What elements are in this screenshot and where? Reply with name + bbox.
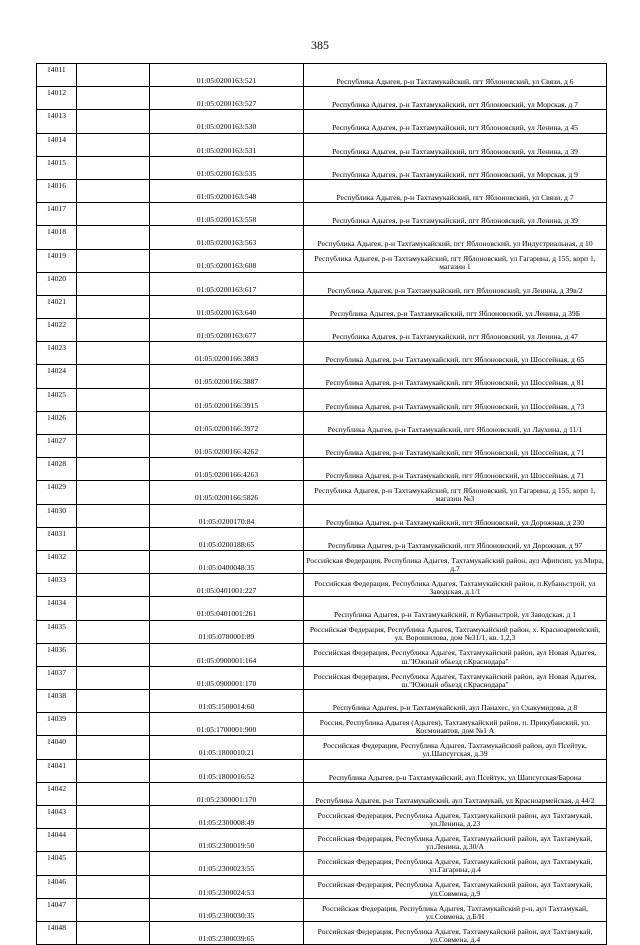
table-row: [37, 64, 607, 87]
empty-cell: [77, 319, 150, 342]
row-number-cell: 14036: [37, 643, 77, 666]
row-number-cell: 14016: [37, 179, 77, 202]
table-row: [37, 272, 607, 295]
table-row: [37, 666, 607, 689]
address-cell: Республика Адыгея, р-н Тахтамукайский, пгт Яблоновский, ул Шоссейная, д 81: [304, 365, 607, 388]
row-number-cell: 14029: [37, 481, 77, 504]
table-row: [37, 110, 607, 133]
address-cell: Республика Адыгея, р-н Тахтамукайский, пгт Яблоновский, ул Индустриальная, д 10: [304, 226, 607, 249]
row-number-cell: 14021: [37, 295, 77, 318]
row-number-cell: 14015: [37, 156, 77, 179]
row-number-cell: 14025: [37, 388, 77, 411]
cadastral-number-cell: 01:05:0200163:548: [150, 179, 304, 202]
cadastral-number-cell: 01:05:0200163:527: [150, 87, 304, 110]
row-number-cell: 14027: [37, 435, 77, 458]
address-cell: Российская Федерация, Республика Адыгея, Тахтамукайский район, аул Новая Адыгея, ш."Южный обьезд г.Краснодара": [304, 666, 607, 689]
row-number-cell: 14024: [37, 365, 77, 388]
row-number-cell: 14031: [37, 527, 77, 550]
table-row: [37, 226, 607, 249]
cadastral-number-cell: 01:05:1800010:21: [150, 736, 304, 759]
row-number-cell: 14039: [37, 713, 77, 736]
table-row: [37, 550, 607, 573]
table-row: [37, 388, 607, 411]
row-number-cell: 14042: [37, 782, 77, 805]
address-cell: Республика Адыгея, р-н Тахтамукайский, аул Тахтамукай, ул Красноармейская, д 44/2: [304, 782, 607, 805]
empty-cell: [77, 64, 150, 87]
cadastral-number-cell: 01:05:0200163:531: [150, 133, 304, 156]
row-number-cell: 14040: [37, 736, 77, 759]
row-number-cell: 14023: [37, 342, 77, 365]
row-number-cell: 14035: [37, 620, 77, 643]
address-cell: Российская Федерация, Республика Адыгея, Тахтамукайский район, аул Тахтамукай, ул.Совмена, д.9: [304, 875, 607, 898]
empty-cell: [77, 87, 150, 110]
row-number-cell: 14038: [37, 690, 77, 713]
row-number-cell: 14034: [37, 597, 77, 620]
address-cell: Республика Адыгея, р-н Тахтамукайский, аул Псейтук, ул Шапсугская/Барона: [304, 759, 607, 782]
address-cell: Республика Адыгея, р-н Тахтамукайский, пгт Яблоновский, ул Шоссейная, д 71: [304, 458, 607, 481]
table-row: [37, 481, 607, 504]
row-number-cell: 14020: [37, 272, 77, 295]
row-number-cell: 14043: [37, 806, 77, 829]
cadastral-number-cell: 01:05:0200163:530: [150, 110, 304, 133]
empty-cell: [77, 829, 150, 852]
table-row: [37, 620, 607, 643]
empty-cell: [77, 133, 150, 156]
table-row: [37, 759, 607, 782]
cadastral-number-cell: 01:05:2300030:35: [150, 898, 304, 921]
table-row: [37, 179, 607, 202]
cadastral-number-cell: 01:05:0200163:521: [150, 64, 304, 87]
table-row: [37, 527, 607, 550]
empty-cell: [77, 388, 150, 411]
cadastral-number-cell: 01:05:0700001:89: [150, 620, 304, 643]
table-row: [37, 249, 607, 272]
table-row: [37, 365, 607, 388]
cadastral-number-cell: 01:05:0200163:563: [150, 226, 304, 249]
cadastral-number-cell: 01:05:2300008:49: [150, 806, 304, 829]
row-number-cell: 14047: [37, 898, 77, 921]
empty-cell: [77, 203, 150, 226]
empty-cell: [77, 666, 150, 689]
empty-cell: [77, 736, 150, 759]
row-number-cell: 14014: [37, 133, 77, 156]
empty-cell: [77, 782, 150, 805]
cadastral-number-cell: 01:05:0200163:608: [150, 249, 304, 272]
cadastral-number-cell: 01:05:0200163:558: [150, 203, 304, 226]
cadastral-number-cell: 01:05:0200166:3972: [150, 411, 304, 434]
cadastral-number-cell: 01:05:0401001:227: [150, 574, 304, 597]
cadastral-number-cell: 01:05:0200166:3883: [150, 342, 304, 365]
empty-cell: [77, 272, 150, 295]
cadastral-number-cell: 01:05:0200163:677: [150, 319, 304, 342]
table-row: [37, 829, 607, 852]
empty-cell: [77, 458, 150, 481]
cadastral-number-cell: 01:05:1700001:900: [150, 713, 304, 736]
address-cell: Республика Адыгея, р-н Тахтамукайский, пгт Яблоновский, ул Ленина, д 39в/2: [304, 272, 607, 295]
address-cell: Российская Федерация, Республика Адыгея, Тахтамукайский район, аул Тахтамукай, ул.Ленина, д.30/А: [304, 829, 607, 852]
table-row: [37, 295, 607, 318]
row-number-cell: 14032: [37, 550, 77, 573]
address-cell: Республика Адыгея, р-н Тахтамукайский, пгт Яблоновский, ул Шоссейная, д 71: [304, 435, 607, 458]
address-cell: Республика Адыгея, р-н Тахтамукайский, пгт Яблоновский, ул Морская, д 7: [304, 87, 607, 110]
address-cell: Российская Федерация, Республика Адыгея, Тахтамукайский район, аул Тахтамукай, ул.Гагарина, д.4: [304, 852, 607, 875]
table-row: [37, 852, 607, 875]
table-row: [37, 156, 607, 179]
table-row: [37, 643, 607, 666]
address-cell: Республика Адыгея, р-н Тахтамукайский, пгт Яблоновский, ул Гагарина, д 155, корп 1, магазин №3: [304, 481, 607, 504]
empty-cell: [77, 295, 150, 318]
address-cell: Республика Адыгея, р-н Тахтамукайский, пгт Яблоновский, ул Ленина, д 45: [304, 110, 607, 133]
row-number-cell: 14041: [37, 759, 77, 782]
address-cell: Республика Адыгея, р-н Тахтамукайский, аул Панахес, ул Схакумидова, д 8: [304, 690, 607, 713]
address-cell: Республика Адыгея, р-н Тахтамукайский, пгт Яблоновский, ул Связи, д 6: [304, 64, 607, 87]
empty-cell: [77, 643, 150, 666]
cadastral-number-cell: 01:05:0200166:3887: [150, 365, 304, 388]
cadastral-number-cell: 01:05:0400048:35: [150, 550, 304, 573]
row-number-cell: 14044: [37, 829, 77, 852]
cadastral-table: [36, 63, 607, 945]
address-cell: Республика Адыгея, р-н Тахтамукайский, пгт Яблоновский, ул Гагарина, д 155, корп 1, магазин 1: [304, 249, 607, 272]
table-row: [37, 806, 607, 829]
empty-cell: [77, 690, 150, 713]
address-cell: Российская Федерация, Республика Адыгея, Тахтамукайский район, аул Афипсип, ул.Мира, д.7: [304, 550, 607, 573]
cadastral-number-cell: 01:05:0200163:535: [150, 156, 304, 179]
empty-cell: [77, 574, 150, 597]
row-number-cell: 14018: [37, 226, 77, 249]
table-row: [37, 458, 607, 481]
empty-cell: [77, 365, 150, 388]
address-cell: Россия, Республика Адыгея (Адыгея), Тахтамукайский район, п. Прикубанский, ул. Космонавтов, дом №1 А: [304, 713, 607, 736]
empty-cell: [77, 852, 150, 875]
address-cell: Российская Федерация, Республика Адыгея, Тахтамукайский район, аул Новая Адыгея, ш."Южный обьезд г.Краснодара": [304, 643, 607, 666]
row-number-cell: 14033: [37, 574, 77, 597]
row-number-cell: 14048: [37, 921, 77, 944]
address-cell: Республика Адыгея, р-н Тахтамукайский, пгт Яблоновский, ул Дорожная, д 97: [304, 527, 607, 550]
cadastral-number-cell: 01:05:1800016:52: [150, 759, 304, 782]
table-row: [37, 411, 607, 434]
empty-cell: [77, 713, 150, 736]
address-cell: Российская Федерация, Республика Адыгея, Тахтамукайский район, х. Красноармейский, ул. Ворошилова, дом №31/1, кв. 1,2,3: [304, 620, 607, 643]
address-cell: Республика Адыгея, р-н Тахтамукайский, пгт Яблоновский, ул Ленина, д 39Б: [304, 295, 607, 318]
row-number-cell: 14019: [37, 249, 77, 272]
cadastral-number-cell: 01:05:0200163:640: [150, 295, 304, 318]
cadastral-number-cell: 01:05:2300024:53: [150, 875, 304, 898]
table-row: [37, 713, 607, 736]
empty-cell: [77, 898, 150, 921]
table-row: [37, 574, 607, 597]
empty-cell: [77, 620, 150, 643]
row-number-cell: 14013: [37, 110, 77, 133]
row-number-cell: 14012: [37, 87, 77, 110]
empty-cell: [77, 597, 150, 620]
address-cell: Республика Адыгея, р-н Тахтамукайский, пгт Яблоновский, ул Лаухина, д 11/1: [304, 411, 607, 434]
cadastral-number-cell: 01:05:0200166:4262: [150, 435, 304, 458]
empty-cell: [77, 550, 150, 573]
empty-cell: [77, 226, 150, 249]
empty-cell: [77, 875, 150, 898]
cadastral-number-cell: 01:05:2300039:65: [150, 921, 304, 944]
table-row: [37, 875, 607, 898]
empty-cell: [77, 435, 150, 458]
row-number-cell: 14017: [37, 203, 77, 226]
address-cell: Республика Адыгея, р-н Тахтамукайский, пгт Яблоновский, ул Шоссейная, д 65: [304, 342, 607, 365]
row-number-cell: 14022: [37, 319, 77, 342]
address-cell: Российская Федерация, Республика Адыгея, Тахтамукайский район, аул Псейтук, ул.Шапсугская, д.39: [304, 736, 607, 759]
empty-cell: [77, 504, 150, 527]
cadastral-number-cell: 01:05:0200188:65: [150, 527, 304, 550]
empty-cell: [77, 806, 150, 829]
cadastral-number-cell: 01:05:0200166:3915: [150, 388, 304, 411]
cadastral-number-cell: 01:05:0200166:5826: [150, 481, 304, 504]
cadastral-number-cell: 01:05:0401001:261: [150, 597, 304, 620]
table-row: [37, 133, 607, 156]
row-number-cell: 14026: [37, 411, 77, 434]
table-row: [37, 898, 607, 921]
table-row: [37, 504, 607, 527]
row-number-cell: 14030: [37, 504, 77, 527]
cadastral-number-cell: 01:05:0900001:170: [150, 666, 304, 689]
address-cell: Российская Федерация, Республика Адыгея, Тахтамукайский район, п.Кубаньстрой, ул Заводская, д.1/1: [304, 574, 607, 597]
cadastral-number-cell: 01:05:2300023:55: [150, 852, 304, 875]
address-cell: Российская Федерация, Республика Адыгея, Тахтамукайский р-н, аул Тахтамукай, ул.Совмена, д.Б/Н: [304, 898, 607, 921]
address-cell: Российская Федерация, Республика Адыгея, Тахтамукайский район, аул Тахтамукай, ул.Совмена, д.4: [304, 921, 607, 944]
row-number-cell: 14046: [37, 875, 77, 898]
address-cell: Республика Адыгея, р-н Тахтамукайский, пгт Яблоновский, ул Морская, д 9: [304, 156, 607, 179]
empty-cell: [77, 179, 150, 202]
empty-cell: [77, 527, 150, 550]
table-row: [37, 342, 607, 365]
table-row: [37, 203, 607, 226]
empty-cell: [77, 156, 150, 179]
table-row: [37, 319, 607, 342]
cadastral-number-cell: 01:05:0200170:84: [150, 504, 304, 527]
empty-cell: [77, 759, 150, 782]
empty-cell: [77, 411, 150, 434]
row-number-cell: 14011: [37, 64, 77, 87]
cadastral-number-cell: 01:05:2300001:170: [150, 782, 304, 805]
cadastral-number-cell: 01:05:0200166:4263: [150, 458, 304, 481]
table-row: [37, 782, 607, 805]
address-cell: Республика Адыгея, р-н Тахтамукайский, пгт Яблоновский, ул Ленина, д 39: [304, 133, 607, 156]
address-cell: Республика Адыгея, р-н Тахтамукайский, пгт Яблоновский, ул Ленина, д 47: [304, 319, 607, 342]
empty-cell: [77, 249, 150, 272]
address-cell: Республика Адыгея, р-н Тахтамукайский, п Кубаньстрой, ул Заводская, д 1: [304, 597, 607, 620]
address-cell: Республика Адыгея, р-н Тахтамукайский, пгт Яблоновский, ул Дорожная, д 230: [304, 504, 607, 527]
address-cell: Республика Адыгея, р-н Тахтамукайский, пгт Яблоновский, ул Ленина, д 39: [304, 203, 607, 226]
cadastral-number-cell: 01:05:2300019:50: [150, 829, 304, 852]
address-cell: Республика Адыгея, р-н Тахтамукайский, пгт Яблоновский, ул Шоссейная, д 73: [304, 388, 607, 411]
empty-cell: [77, 921, 150, 944]
cadastral-number-cell: 01:05:0900001:164: [150, 643, 304, 666]
table-row: [37, 690, 607, 713]
empty-cell: [77, 481, 150, 504]
cadastral-number-cell: 01:05:0200163:617: [150, 272, 304, 295]
table-row: [37, 87, 607, 110]
table-row: [37, 435, 607, 458]
table-row: [37, 921, 607, 944]
address-cell: Российская Федерация, Республика Адыгея, Тахтамукайский район, аул Тахтамукай, ул.Ленина, д.23: [304, 806, 607, 829]
cadastral-number-cell: 01:05:1500014:60: [150, 690, 304, 713]
table-row: [37, 597, 607, 620]
row-number-cell: 14045: [37, 852, 77, 875]
table-row: [37, 736, 607, 759]
table-body: [37, 64, 607, 945]
empty-cell: [77, 342, 150, 365]
row-number-cell: 14028: [37, 458, 77, 481]
address-cell: Республика Адыгея, р-н Тахтамукайский, пгт Яблоновский, ул Связи, д 7: [304, 179, 607, 202]
page-number: 385: [311, 38, 329, 52]
row-number-cell: 14037: [37, 666, 77, 689]
empty-cell: [77, 110, 150, 133]
